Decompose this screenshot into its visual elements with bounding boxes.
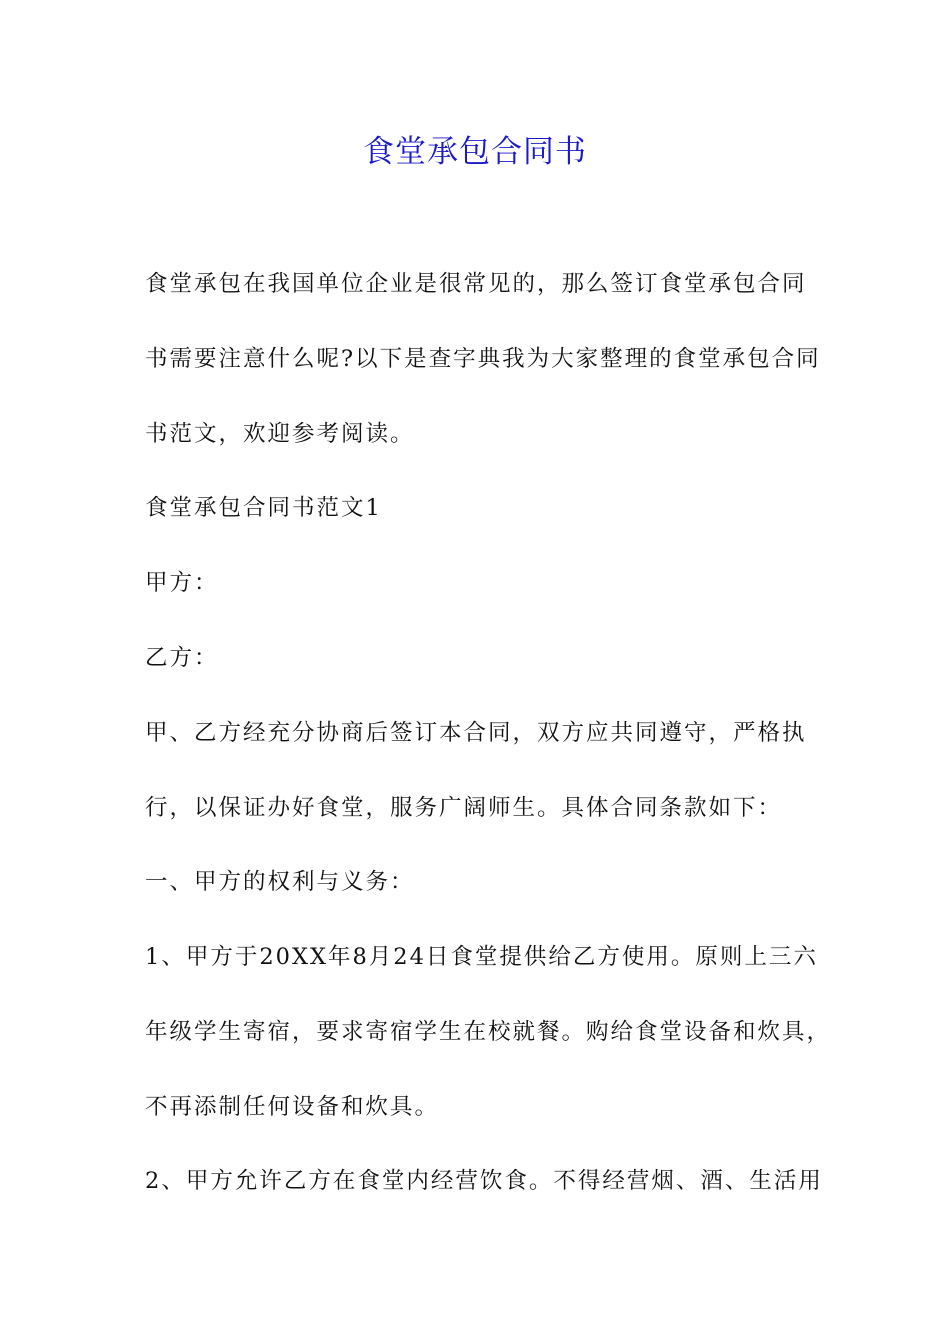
body-line-intro-2: 书需要注意什么呢?以下是查字典我为大家整理的食堂承包合同 [145,346,821,372]
clause-1-line-2: 年级学生寄宿，要求寄宿学生在校就餐。购给食堂设备和炊具， [145,1019,832,1045]
body-line-preamble-1: 甲、乙方经充分协商后签订本合同，双方应共同遵守，严格执 [145,720,807,746]
clause-2-line-1: 2、甲方允许乙方在食堂内经营饮食。不得经营烟、酒、生活用 [145,1168,823,1194]
body-line-preamble-2: 行，以保证办好食堂，服务广阔师生。具体合同条款如下： [145,795,783,821]
clause-1-line-3: 不再添制任何设备和炊具。 [145,1094,440,1120]
document-title: 食堂承包合同书 [363,134,587,170]
body-line-intro-1: 食堂承包在我国单位企业是很常见的，那么签订食堂承包合同 [145,271,807,297]
party-b-label: 乙方： [145,645,219,671]
section-heading: 食堂承包合同书范文1 [145,495,382,521]
party-a-label: 甲方： [145,570,219,596]
clause-heading-1: 一、甲方的权利与义务： [145,869,415,895]
body-line-intro-3: 书范文，欢迎参考阅读。 [145,421,415,447]
clause-1-line-1: 1、甲方于20XX年8月24日食堂提供给乙方使用。原则上三六 [145,944,818,970]
